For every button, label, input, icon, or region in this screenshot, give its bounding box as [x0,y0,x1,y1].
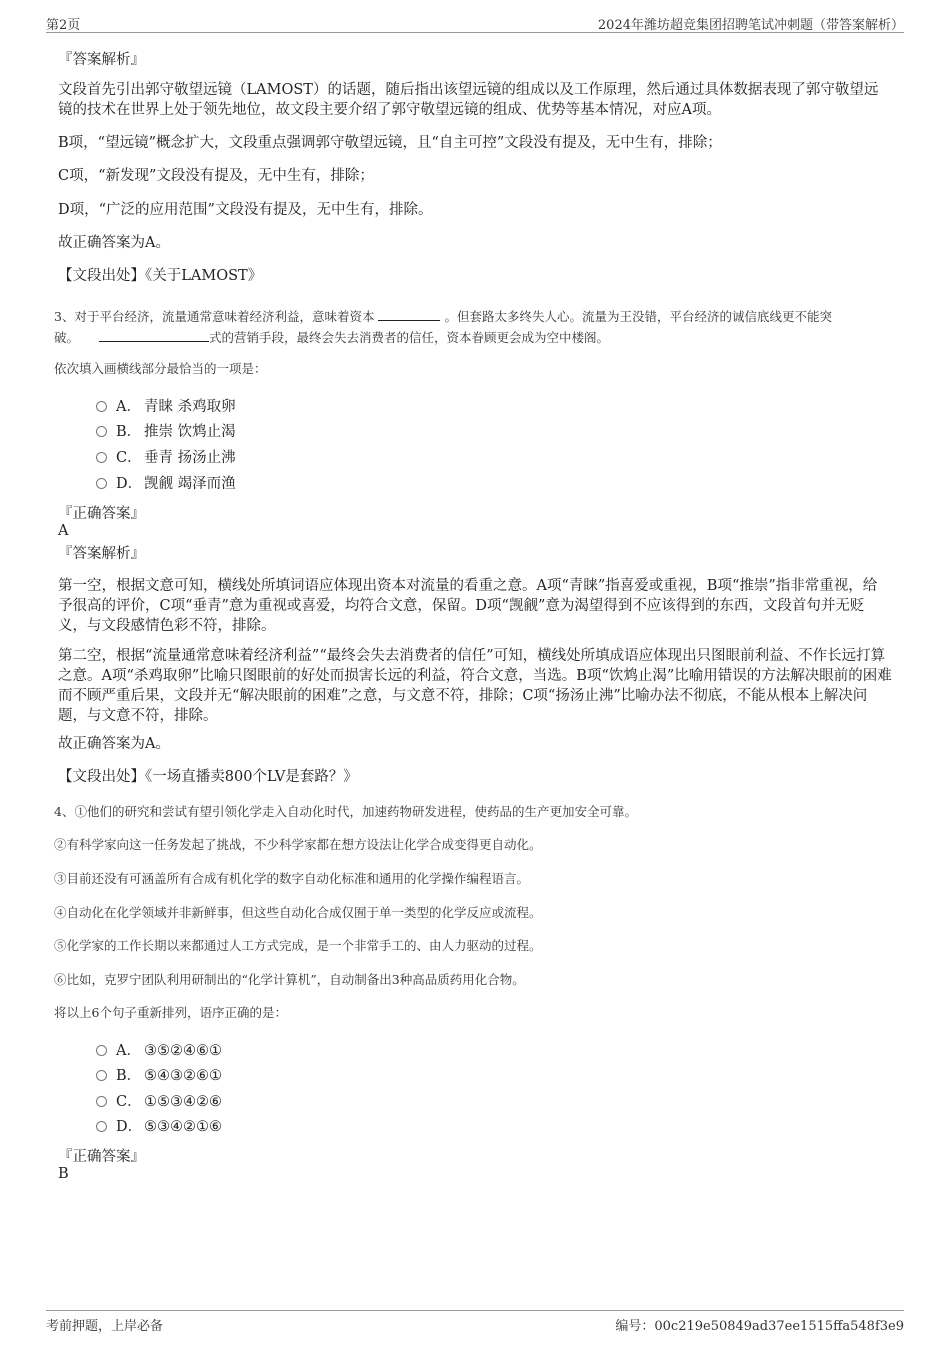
radio-icon[interactable] [96,1121,107,1132]
page-footer [46,1310,904,1333]
analysis-label: 『答案解析』 [58,52,145,68]
analysis-paragraph-1: 第一空，根据文意可知，横线处所填词语应体现出资本对流量的看重之意。A项“青睐”指喜爱或重视，B项“推崇”指非常重视，给予很高的评价，C项“垂青”意为重视或喜爱，均符合文意，保留。D项“觊觎”意为渴望得到不应该得到的东西，文段首句并无贬义，与文段感情色彩不符，排除。 [58,578,878,634]
option-d-analysis: D项，“广泛的应用范围”文段没有提及，无中生有，排除。 [58,202,433,218]
option-text: ③⑤②④⑥① [144,1043,222,1059]
correct-answer-label: 『正确答案』 [58,1149,145,1165]
option-letter: C． [116,1094,142,1110]
option-d[interactable] [96,1116,222,1138]
radio-icon[interactable] [96,478,107,489]
radio-icon[interactable] [96,1096,107,1107]
sentence-1: 4、①他们的研究和尝试有望引领化学走入自动化时代，加速药物研发进程，使药品的生产更加安全可靠。 [54,804,637,819]
radio-icon[interactable] [96,1045,107,1056]
analysis-paragraph-2: 第二空，根据“流量通常意味着经济利益”“最终会失去消费者的信任”可知，横线处所填成语应体现出只图眼前利益、不作长远打算之意。A项“杀鸡取卵”比喻只图眼前的好处而损害长远的利益，符合文意，当选。B项“饮鸩止渴”比喻用错误的方法解决眼前的困难而不顾严重后果，文段并无“解决眼前的困难”之意，与文意不符，排除；C项“扬汤止沸”比喻办法不彻底，不能从根本上解决问题，与文意不符，排除。 [58,648,892,724]
sentence-4: ④自动化在化学领域并非新鲜事，但这些自动化合成仅囿于单一类型的化学反应或流程。 [54,905,542,920]
option-text: 垂青 扬汤止沸 [144,450,236,466]
option-c[interactable] [96,447,236,469]
sentence-3: ③目前还没有可涵盖所有合成有机化学的数字自动化标准和通用的化学操作编程语言。 [54,871,530,886]
option-b[interactable] [96,1065,222,1087]
radio-icon[interactable] [96,1070,107,1081]
option-letter: A． [116,399,141,415]
option-letter: B． [116,1068,142,1084]
analysis-paragraph: 文段首先引出郭守敬望远镜（LAMOST）的话题，随后指出该望远镜的组成以及工作原理，然后通过具体数据表现了郭守敬望远镜的技术在世界上处于领先地位，故文段主要介绍了郭守敬望远镜的组成、优势等基本情况，对应A项。 [58,82,879,118]
document-serial: 编号：00c219e50849ad37ee1515ffa548f3e9 [615,1319,904,1334]
answer-conclusion: 故正确答案为A。 [58,235,170,251]
option-a[interactable] [96,396,236,418]
page-number: 第2页 [46,18,81,33]
option-letter: C． [116,450,142,466]
option-c[interactable] [96,1091,222,1113]
fill-blank-1 [378,306,440,321]
option-c-analysis: C项，“新发现”文段没有提及，无中生有，排除； [58,168,374,184]
option-d[interactable] [96,473,236,495]
option-a[interactable] [96,1040,222,1062]
question-4-options [96,1040,396,1144]
document-title: 2024年潍坊超竞集团招聘笔试冲刺题（带答案解析） [597,18,904,33]
correct-answer: B [58,1166,69,1182]
option-text: ⑤④③②⑥① [144,1068,222,1084]
stem-part: 破。 [54,330,80,345]
footer-slogan: 考前押题，上岸必备 [46,1319,164,1334]
correct-answer-label: 『正确答案』 [58,506,145,522]
source-citation: 【文段出处】《关于LAMOST》 [58,268,263,284]
option-text: 青睐 杀鸡取卵 [144,399,236,415]
sentence-5: ⑤化学家的工作长期以来都通过人工方式完成，是一个非常手工的、由人力驱动的过程。 [54,938,542,953]
correct-answer: A [58,523,69,539]
option-text: 觊觎 竭泽而渔 [144,476,236,492]
option-text: ①⑤③④②⑥ [144,1094,222,1110]
analysis-label: 『答案解析』 [58,546,145,562]
answer-conclusion: 故正确答案为A。 [58,736,170,752]
option-text: 推崇 饮鸩止渴 [144,424,236,440]
sentence-6: ⑥比如，克罗宁团队利用研制出的“化学计算机”，自动制备出3种高品质药用化合物。 [54,972,525,987]
question-prompt: 依次填入画横线部分最恰当的一项是： [54,361,267,376]
radio-icon[interactable] [96,452,107,463]
page-header [46,12,904,33]
sentence-2: ②有科学家向这一任务发起了挑战，不少科学家都在想方设法让化学合成变得更自动化。 [54,837,542,852]
option-letter: A． [116,1043,141,1059]
option-text: ⑤③④②①⑥ [144,1119,222,1135]
question-prompt: 将以上6个句子重新排列，语序正确的是： [54,1005,287,1020]
fill-blank-2 [99,327,209,342]
stem-part: 。但套路太多终失人心。流量为王没错，平台经济的诚信底线更不能突 [444,309,832,324]
option-b-analysis: B项，“望远镜”概念扩大，文段重点强调郭守敬望远镜，且“自主可控”文段没有提及，无中生有，排除； [58,135,722,151]
option-letter: D． [116,1119,143,1135]
question-3-options [96,396,396,500]
option-b[interactable] [96,421,236,443]
option-letter: B． [116,424,142,440]
radio-icon[interactable] [96,426,107,437]
radio-icon[interactable] [96,401,107,412]
stem-part: 3、对于平台经济，流量通常意味着经济利益，意味着资本 [54,309,375,324]
source-citation: 【文段出处】《一场直播卖800个LV是套路？》 [58,769,358,785]
question-3-stem [54,306,894,348]
stem-part: 式的营销手段，最终会失去消费者的信任，资本眷顾更会成为空中楼阁。 [209,330,610,345]
option-letter: D． [116,476,143,492]
